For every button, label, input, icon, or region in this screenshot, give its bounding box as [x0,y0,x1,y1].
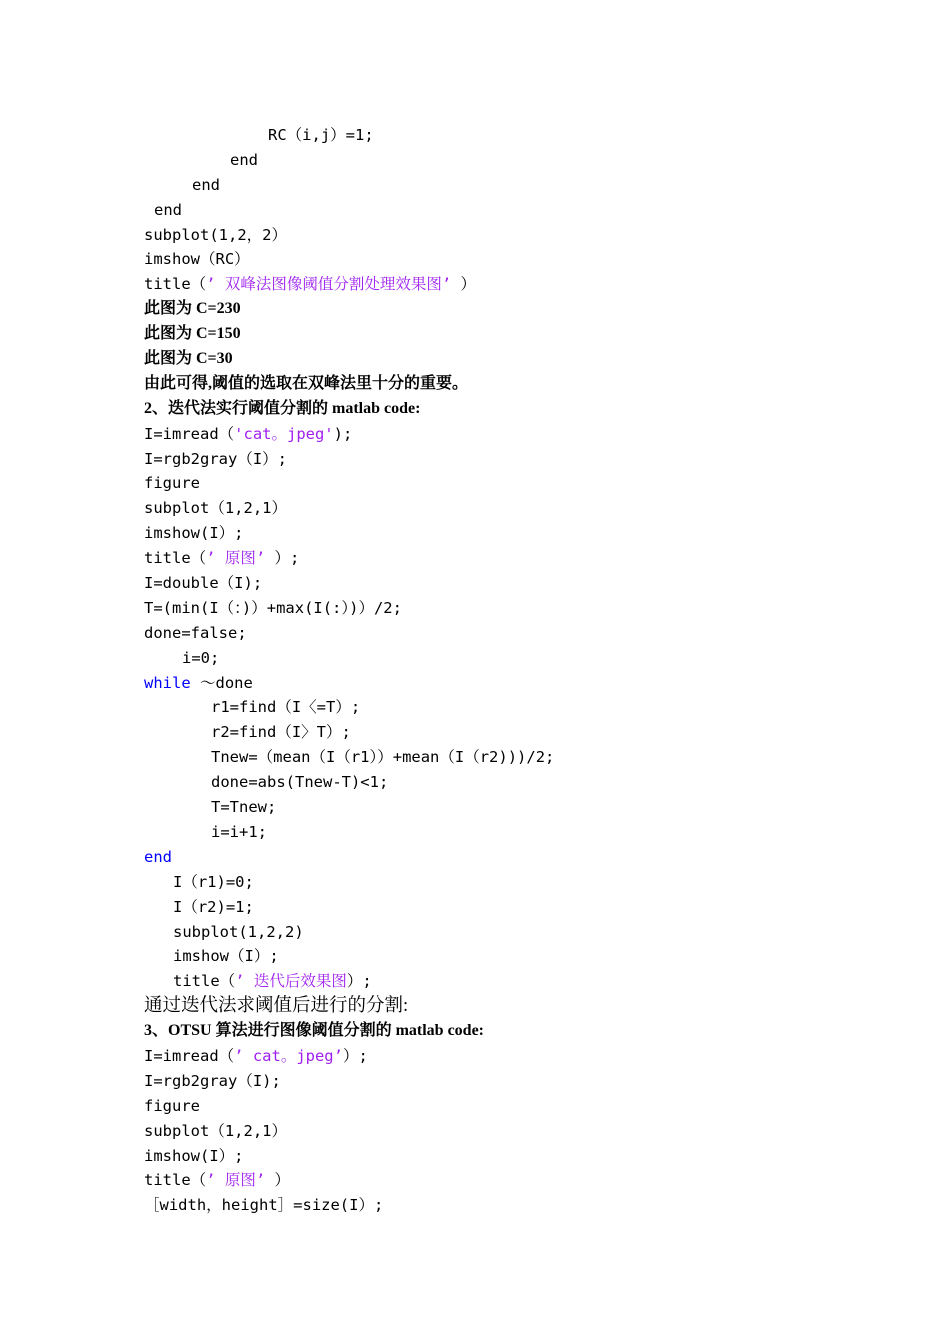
code-line [0,870,950,895]
code-line [0,944,950,969]
text-segment: done=abs(Tnew-T)<1; [211,773,389,792]
code-line [0,247,950,272]
keyword: end [144,847,172,866]
code-line [0,471,950,496]
text-segment: I（r1)=0; [173,872,254,891]
code-line [0,969,950,994]
text-segment: T=(min(I（：)）+max(I(:）)）/2; [144,598,402,617]
text-segment: I=rgb2gray（I); [144,1071,281,1090]
code-line [0,770,950,795]
string-literal: ’ 原图’ [206,1171,266,1190]
text-segment: ［width，height］=size(I）; [144,1196,384,1215]
text-segment: ～done [190,673,253,692]
text-segment: r2=find（I〉T）; [211,723,351,742]
code-line [0,745,950,770]
code-line [0,795,950,820]
text-segment: 通过迭代法求阈值后进行的分割: [144,996,409,1017]
bold-text-line [0,297,950,322]
code-line [0,1119,950,1144]
text-segment: I（r2)=1; [173,897,254,916]
text-segment: title（ [144,1171,207,1190]
code-line [0,621,950,646]
code-line [0,845,950,870]
code-line [0,272,950,297]
text-segment: I=double（I); [144,574,263,593]
code-line [0,198,950,223]
text-segment: title（ [144,549,207,568]
code-line [0,496,950,521]
text-segment: ）; [342,1046,368,1065]
bold-text-line [0,322,950,347]
text-segment: Tnew=（mean（I（r1））+mean（I（r2)))/2; [211,748,555,767]
text-segment: subplot(1,2,2) [173,922,304,941]
text-segment: imshow(I）; [144,1146,244,1165]
text-segment: ); [333,424,353,443]
bold-text-line [0,1019,950,1044]
code-line [0,148,950,173]
code-line [0,123,950,148]
code-line [0,223,950,248]
code-line [0,695,950,720]
text-segment: T=Tnew; [211,798,277,817]
code-line [0,920,950,945]
text-segment: 此图为 C=30 [144,350,233,368]
text-segment: ） [451,275,477,294]
text-segment: r1=find（I〈=T）; [211,698,361,717]
code-line [0,447,950,472]
code-line [0,1094,950,1119]
code-line [0,571,950,596]
code-line [0,422,950,447]
text-segment: end [230,150,258,169]
bold-text-line [0,347,950,372]
text-segment: figure [144,474,200,493]
text-segment: subplot（1,2,1） [144,499,287,518]
document-page [0,123,950,1218]
text-segment: end [192,175,220,194]
code-line [0,521,950,546]
text-segment: done=false; [144,623,247,642]
text-segment: imshow（I）; [173,947,279,966]
string-literal: 'cat。jpeg' [234,424,334,443]
code-line [0,895,950,920]
code-line [0,173,950,198]
text-segment: imshow（RC） [144,250,250,269]
text-segment: end [154,200,182,219]
code-line [0,1044,950,1069]
text-segment: figure [144,1096,200,1115]
string-literal: ’ 迭代后效果图 [235,972,347,991]
code-line [0,1168,950,1193]
text-segment: I=imread（ [144,424,235,443]
code-line [0,546,950,571]
bold-text-line [0,397,950,422]
code-line [0,1193,950,1218]
text-line [0,994,950,1019]
text-segment: RC（i,j）=1; [268,126,374,144]
string-literal: ’ 双峰法图像阈值分割处理效果图’ [206,275,452,294]
text-segment: title（ [144,275,207,294]
code-line [0,820,950,845]
bold-text-line [0,372,950,397]
text-segment: 2、迭代法实行阈值分割的 matlab code: [144,399,421,417]
text-segment: subplot(1,2，2） [144,225,287,244]
code-line [0,1144,950,1169]
code-line [0,720,950,745]
text-segment: I=imread（ [144,1046,235,1065]
text-segment: subplot（1,2,1） [144,1121,287,1140]
text-segment: 此图为 C=230 [144,300,241,318]
text-segment: ）; [265,549,300,568]
code-line [0,1069,950,1094]
text-segment: imshow(I）; [144,524,244,543]
text-segment: ）; [346,972,372,991]
text-segment: I=rgb2gray（I）; [144,449,287,468]
keyword: while [144,673,191,692]
code-line [0,671,950,696]
string-literal: ’ cat。jpeg’ [234,1046,343,1065]
text-segment: 此图为 C=150 [144,325,241,343]
string-literal: ’ 原图’ [206,549,266,568]
text-segment: ） [265,1171,291,1190]
text-segment: 由此可得,阈值的选取在双峰法里十分的重要。 [144,374,469,392]
text-segment: title（ [173,972,236,991]
code-line [0,596,950,621]
text-segment: i=i+1; [211,822,267,841]
text-segment: i=0; [182,648,220,667]
code-line [0,646,950,671]
text-segment: 3、OTSU 算法进行图像阈值分割的 matlab code: [144,1022,485,1040]
